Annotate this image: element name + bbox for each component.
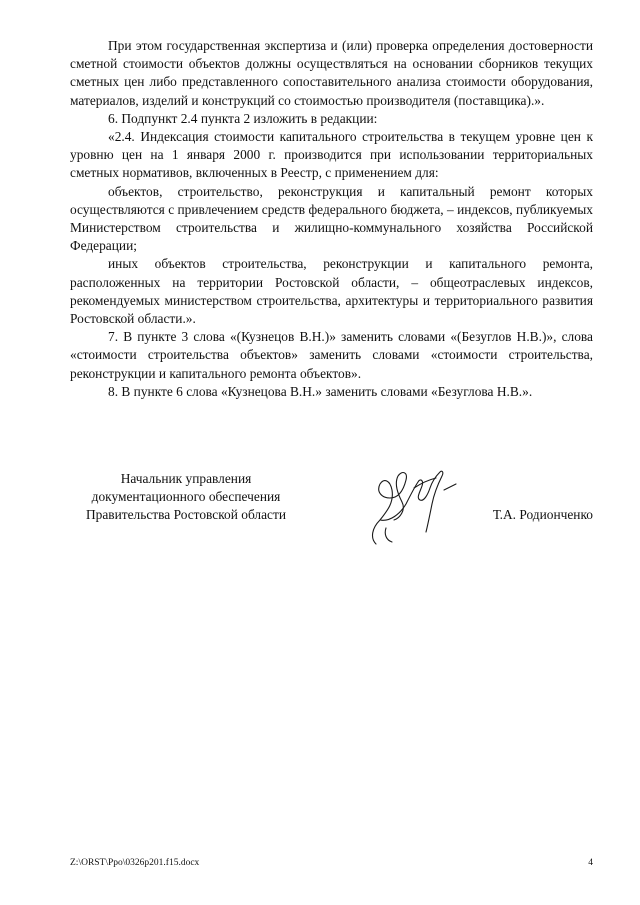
signer-position [70,470,302,525]
signature-block [70,470,593,550]
signer-name: Т.А. Родионченко [492,507,593,522]
handwritten-signature [340,458,460,548]
paragraph-expertise: При этом государственная экспертиза и (или) проверка определения достоверности сметной стоимости объектов должны осуществляться на основании сборников текущих сметных цен либо представленного сопоставительного анализа стоимости оборудования, материалов, изделий и конструкций со стоимостью производителя (поставщика).». [70,38,593,108]
paragraph-subitem-2-4: «2.4. Индексация стоимости капитального строительства в текущем уровне цен к уровню цен на 1 января 2000 г. производится при использовании территориальных сметных нормативов, включенных в Реестр, с применением для: [70,129,593,181]
paragraph-other-objects: иных объектов строительства, реконструкции и капитального ремонта, расположенных на территории Ростовской области, – общеотраслевых индексов, рекомендуемых министерством строительства, архитектуры и территориального развития Ростовской области.». [70,256,593,327]
paragraph-item-8: 8. В пункте 6 слова «Кузнецова В.Н.» заменить словами «Безуглова Н.В.». [108,383,533,399]
document-body [70,37,593,401]
position-line: Правительства Ростовской области [85,507,287,523]
page-number: 4 [588,858,593,868]
paragraph-federal-objects: объектов, строительство, реконструкция и капитальный ремонт которых осуществляются с привлечением средств федерального бюджета, – индексов, публикуемых Министерством строительства и жилищно-коммунального хозяйства Российской Федерации; [70,183,593,254]
footer-file-path: Z:\ORST\Ppo\0326p201.f15.docx [70,858,200,868]
position-line: Начальник управления [120,471,252,486]
paragraph-item-7: 7. В пункте 3 слова «(Кузнецов В.Н.)» заменить словами «(Безуглов Н.В.)», слова «стоимости строительства объектов» заменить словами «стоимости строительства, реконструкции и капитального ремонта объектов». [70,329,593,381]
paragraph-item-6: 6. Подпункт 2.4 пункта 2 изложить в редакции: [108,110,378,126]
position-line: документационного обеспечения [91,489,281,505]
